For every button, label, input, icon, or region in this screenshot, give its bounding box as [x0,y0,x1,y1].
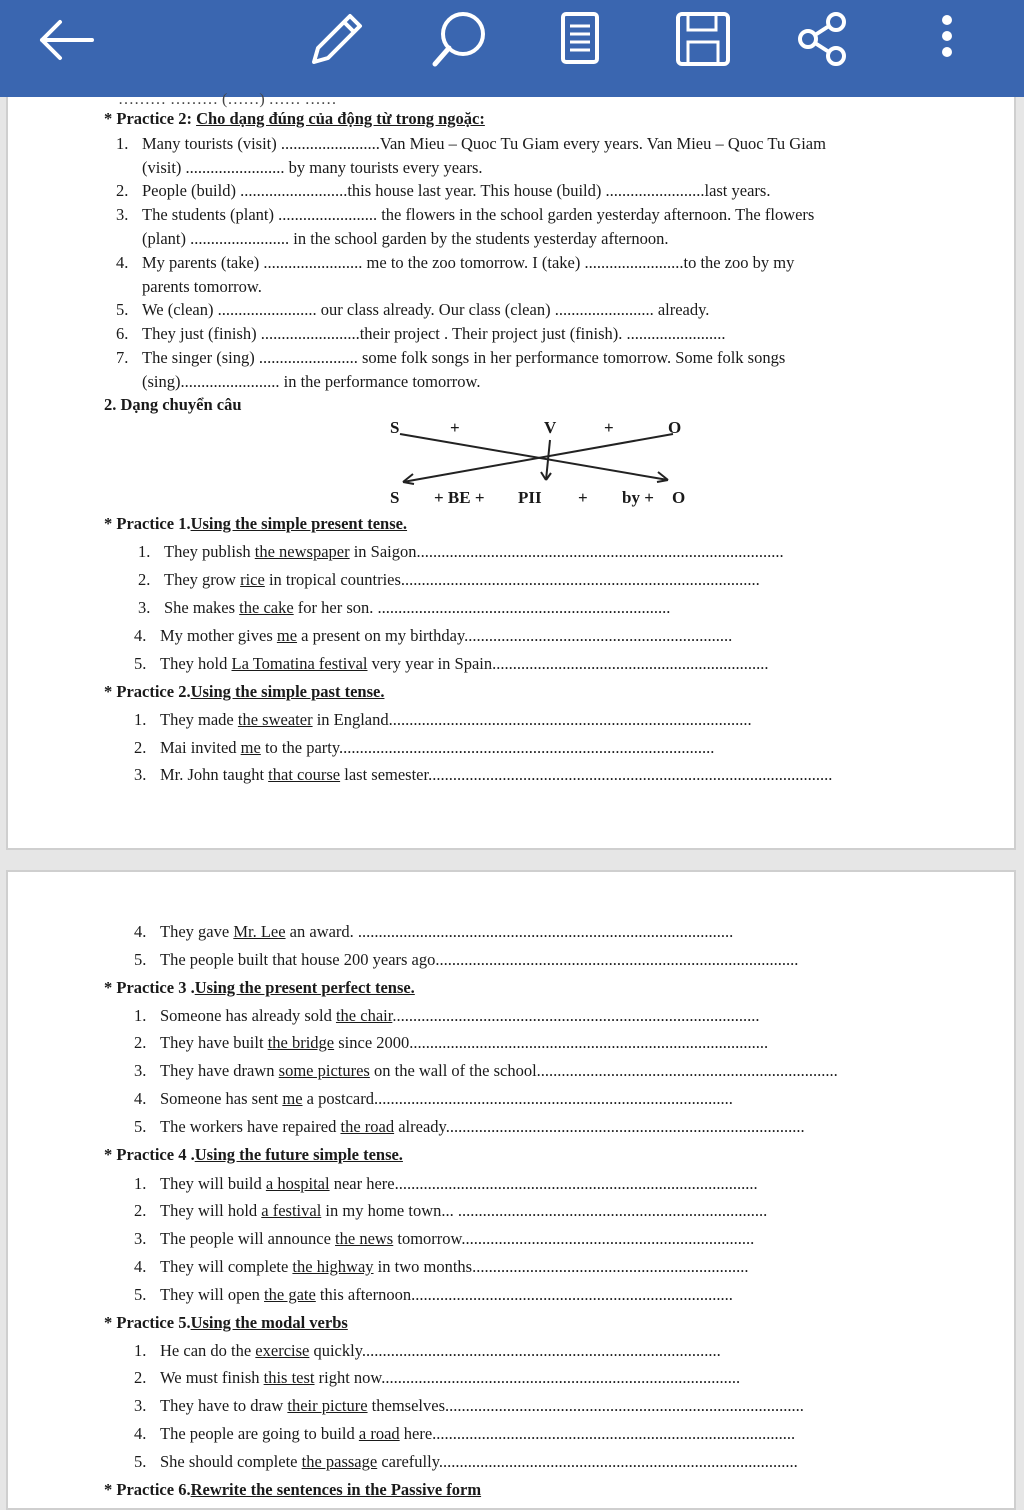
list-item: 1. They made the sweater in England........................................................................................ [134,710,752,729]
clipped-line: ……… ……… (……) …… …… [118,91,337,108]
list-item: 3. The people will announce the news tomorrow....................................................................... [134,1229,755,1248]
list-item: 1. They will build a hospital near here........................................................................................ [134,1174,758,1193]
list-item: 6. They just (finish) ........................their project . Their project just (finish). ........................ [116,324,726,343]
diagram-verb: V [544,418,557,437]
list-item: 1. Someone has already sold the chair......................................................................................... [134,1006,760,1025]
list-item: 3. Mr. John taught that course last semester.................................................................................................. [134,765,833,784]
list-item: 1. They publish the newspaper in Saigon......................................................................................... [138,542,784,561]
list-item: 1. Many tourists (visit) ........................Van Mieu – Quoc Tu Giam every years. Van Mieu – Quoc Tu Giam [116,134,826,153]
list-item: 2. They will hold a festival in my home town... ........................................................................... [134,1201,768,1220]
list-item: 5. They hold La Tomatina festival very year in Spain................................................................... [134,654,769,673]
document-page-1[interactable] [6,91,1016,850]
document-icon[interactable] [545,6,615,76]
list-item: 4. Someone has sent me a postcard....................................................................................... [134,1089,733,1108]
list-item: 2. People (build) ..........................this house last year. This house (build) ........................last years. [116,181,771,200]
diagram-object: O [668,418,682,437]
diagram-object: O [672,488,686,507]
list-item: 4. My parents (take) ........................ me to the zoo tomorrow. I (take) ........................to the zoo by my [116,253,795,272]
practice-5-heading: * Practice 5.Using the modal verbs [104,1313,348,1332]
practice-2-past-heading: * Practice 2.Using the simple past tense. [104,682,385,701]
more-options-icon[interactable] [912,6,982,76]
list-item: 5. She should complete the passage carefully....................................................................................... [134,1452,798,1471]
list-item-cont: (visit) ........................ by many tourists every years. [142,158,483,177]
pencil-icon[interactable] [300,6,370,76]
list-item: 5. We (clean) ........................ our class already. Our class (clean) ........................ already. [116,300,710,319]
list-item: 4. They will complete the highway in two months................................................................... [134,1257,749,1276]
back-arrow-icon[interactable] [30,6,100,76]
diagram-be: + BE + [434,488,485,507]
list-item: 2. They grow rice in tropical countries....................................................................................... [138,570,760,589]
share-icon[interactable] [790,6,860,76]
toolbar [0,0,1024,97]
diagram-pii: PII [518,488,542,507]
list-item-cont: (sing)........................ in the performance tomorrow. [142,372,481,391]
practice-4-heading: * Practice 4 .Using the future simple tense. [104,1145,403,1164]
list-item: 4. The people are going to build a road here........................................................................................ [134,1424,796,1443]
diagram-by: by + [622,488,654,507]
list-item-cont: parents tomorrow. [142,277,262,296]
list-item: 3. She makes the cake for her son. ....................................................................... [138,598,671,617]
list-item: 5. They will open the gate this afternoon.............................................................................. [134,1285,733,1304]
list-item: 2. Mai invited me to the party........................................................................................... [134,738,715,757]
passive-diagram [378,412,698,512]
save-icon[interactable] [668,6,738,76]
list-item-cont: (plant) ........................ in the school garden by the students yesterday afternoon. [142,229,669,248]
diagram-plus: + [450,418,460,437]
search-icon[interactable] [425,6,495,76]
list-item: 2. We must finish this test right now....................................................................................... [134,1368,741,1387]
list-item: 1. He can do the exercise quickly....................................................................................... [134,1341,721,1360]
practice-6-heading: * Practice 6.Rewrite the sentences in the Passive form [104,1480,482,1499]
list-item: 3. The students (plant) ........................ the flowers in the school garden yesterday afternoon. The flowers [116,205,815,224]
list-item: 3. They have drawn some pictures on the wall of the school......................................................................... [134,1061,838,1080]
practice-1-heading: * Practice 1.Using the simple present tense. [104,514,408,533]
practice-2-heading: * Practice 2: Cho dạng đúng của động từ trong ngoặc: [104,109,485,128]
list-item: 3. They have to draw their picture themselves....................................................................................... [134,1396,804,1415]
list-item: 5. The people built that house 200 years ago........................................................................................ [134,950,799,969]
section-title: 2. Dạng chuyển câu [104,395,242,414]
diagram-subject: S [390,418,400,437]
diagram-plus: + [578,488,588,507]
list-item: 4. My mother gives me a present on my birthday................................................................. [134,626,733,645]
list-item: 7. The singer (sing) ........................ some folk songs in her performance tomorrow. Some folk songs [116,348,786,367]
list-item: 4. They gave Mr. Lee an award. ........................................................................................... [134,922,734,941]
list-item: 5. The workers have repaired the road already....................................................................................... [134,1117,805,1136]
practice-3-heading: * Practice 3 .Using the present perfect tense. [104,978,415,997]
document-page-2[interactable] [6,870,1016,1510]
list-item: 2. They have built the bridge since 2000....................................................................................... [134,1033,769,1052]
diagram-plus: + [604,418,614,437]
diagram-subject: S [390,488,400,507]
